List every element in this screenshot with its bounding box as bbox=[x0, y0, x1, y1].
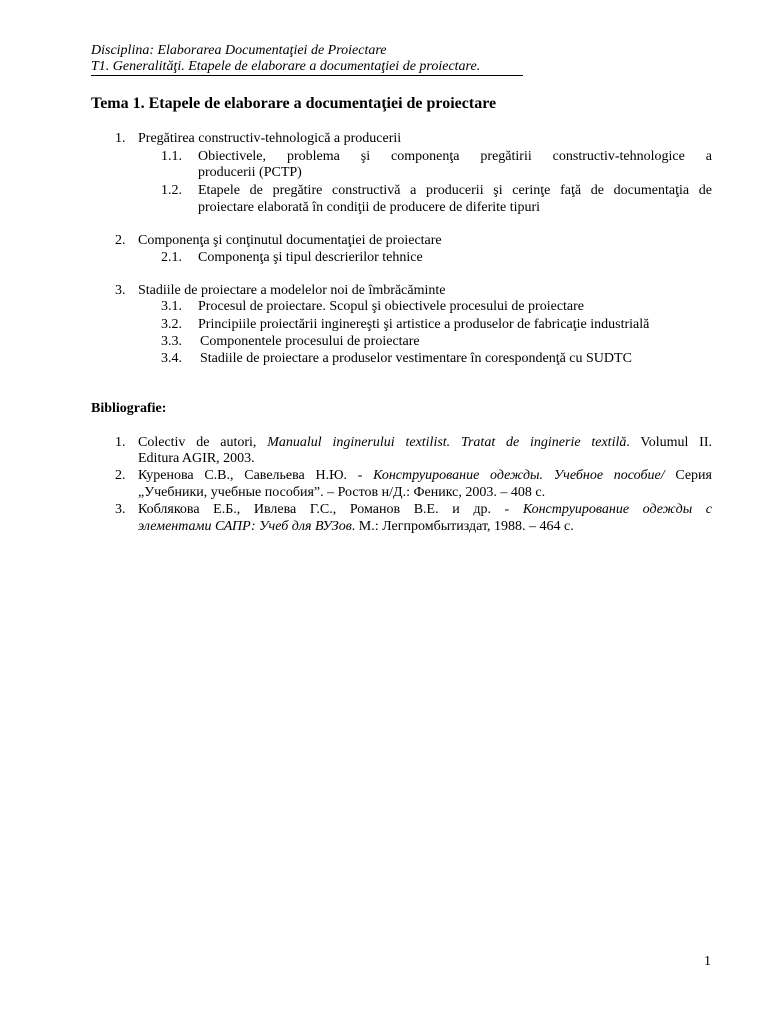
outline-subnumber: 2.1. bbox=[161, 250, 182, 265]
bib-details: . Volumul II. bbox=[626, 435, 712, 450]
bib-authors: Colectiv de autori, bbox=[138, 435, 257, 450]
bib-title: Конструирование одежды с bbox=[522, 502, 713, 517]
outline-number: 3. bbox=[115, 283, 126, 298]
outline-subitem: Procesul de proiectare. Scopul şi obiectivele procesului de proiectare bbox=[198, 299, 585, 314]
running-header bbox=[91, 43, 691, 76]
outline-subnumber: 3.2. bbox=[161, 317, 182, 332]
bib-details: Серия bbox=[675, 468, 712, 483]
header-discipline: Disciplina: Elaborarea Documentaţiei de Proiectare bbox=[91, 43, 387, 58]
outline-number: 1. bbox=[115, 131, 126, 146]
outline-subitem: Obiectivele, problema şi componenţa pregătirii constructiv-tehnologice a bbox=[198, 149, 712, 164]
bib-title: Конструирование одежды. Учебное пособие/ bbox=[373, 468, 665, 483]
outline-subnumber: 1.1. bbox=[161, 149, 182, 164]
bib-number: 3. bbox=[115, 502, 126, 517]
page-title: Tema 1. Etapele de elaborare a documentaţiei de proiectare bbox=[91, 95, 497, 112]
bibliography-heading: Bibliografie: bbox=[91, 401, 167, 416]
outline-subitem: Etapele de pregătire constructivă a producerii şi cerinţe faţă de documentaţia de bbox=[198, 183, 712, 198]
outline-subitem: Stadiile de proiectare a produselor vestimentare în corespondenţă cu SUDTC bbox=[200, 351, 632, 366]
page-number: 1 bbox=[704, 954, 711, 969]
outline-subitem: Componentele procesului de proiectare bbox=[200, 334, 420, 349]
bib-entry-cont bbox=[138, 518, 574, 535]
outline-subnumber: 3.4. bbox=[161, 351, 182, 366]
bib-authors: Коблякова Е.Б., Ивлева Г.С., Романов В.Е. и др. - bbox=[138, 502, 510, 517]
outline-subitem-cont: proiectare elaborată în condiţii de producere de diferite tipuri bbox=[198, 200, 541, 215]
outline-subnumber: 1.2. bbox=[161, 183, 182, 198]
bib-entry-cont: Editura AGIR, 2003. bbox=[138, 451, 255, 466]
outline-number: 2. bbox=[115, 233, 126, 248]
outline-subnumber: 3.1. bbox=[161, 299, 182, 314]
outline-item: Pregătirea constructiv-tehnologică a producerii bbox=[138, 131, 402, 146]
bib-number: 2. bbox=[115, 468, 126, 483]
bib-title: Manualul inginerului textilist. Tratat de inginerie textilă bbox=[267, 435, 627, 450]
bib-entry bbox=[138, 467, 712, 484]
header-topic: T1. Generalităţi. Etapele de elaborare a documentaţiei de proiectare. bbox=[91, 59, 523, 76]
bib-entry bbox=[138, 501, 712, 518]
bib-number: 1. bbox=[115, 435, 126, 450]
bib-entry bbox=[138, 434, 712, 451]
outline-item: Componenţa şi conţinutul documentaţiei de proiectare bbox=[138, 233, 442, 248]
bib-details: . М.: Легпромбытиздат, 1988. – 464 с. bbox=[351, 519, 574, 534]
bib-entry-cont: „Учебники, учебные пособия”. – Ростов н/Д.: Феникс, 2003. – 408 с. bbox=[138, 485, 546, 500]
outline-subitem: Componenţa şi tipul descrierilor tehnice bbox=[198, 250, 423, 265]
outline-item: Stadiile de proiectare a modelelor noi de îmbrăcăminte bbox=[138, 283, 446, 298]
outline-subnumber: 3.3. bbox=[161, 334, 182, 349]
outline-subitem-cont: producerii (PCTP) bbox=[198, 165, 302, 180]
bib-authors: Куренова С.В., Савельева Н.Ю. - bbox=[138, 468, 363, 483]
outline-subitem: Principiile proiectării inginereşti şi artistice a produselor de fabricaţie industrială bbox=[198, 317, 650, 332]
bib-title-cont: элементами САПР: Учеб для ВУЗов bbox=[138, 519, 352, 534]
